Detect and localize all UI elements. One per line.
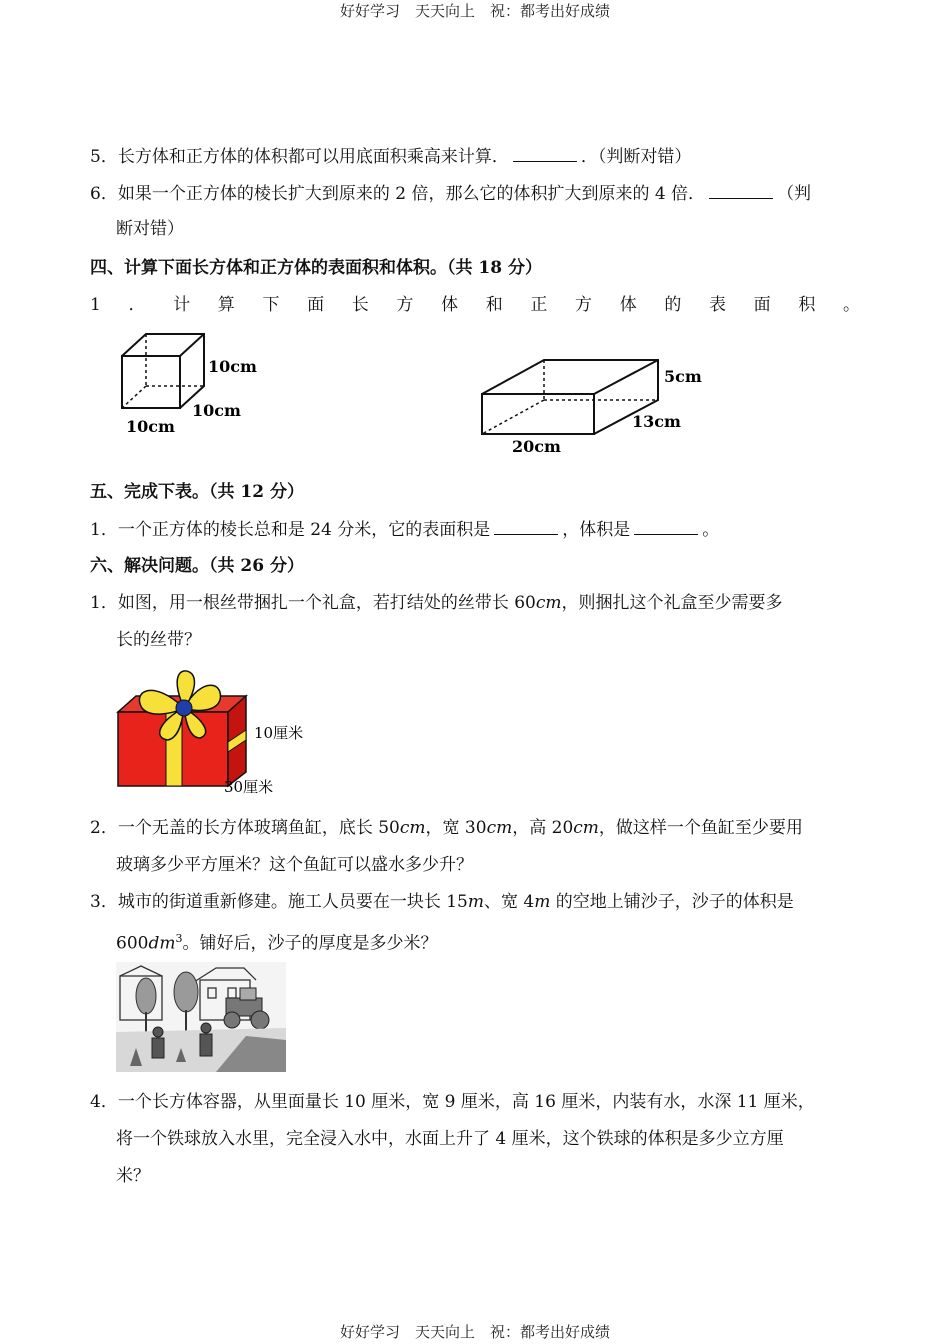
question-5-text: 5．长方体和正方体的体积都可以用底面积乘高来计算． xyxy=(90,147,509,167)
question-5-tail: ．（判断对错） xyxy=(580,147,692,167)
question-6-line2: 断对错） xyxy=(116,219,184,239)
bow-knot xyxy=(176,700,192,716)
question-text: 3．城市的街道重新修建。施工人员要在一块长 15 xyxy=(90,892,468,912)
question-text: 1．如图，用一根丝带捆扎一个礼盒，若打结处的丝带长 60 xyxy=(90,593,536,613)
surface-area-blank[interactable] xyxy=(494,516,558,535)
section-5-question-1 xyxy=(90,516,719,543)
section-5-title: 五、完成下表。（共 12 分） xyxy=(90,482,304,502)
question-text: 、宽 4 xyxy=(483,892,535,912)
question-text: 。 xyxy=(702,520,720,540)
question-char: 体 xyxy=(441,295,459,315)
section-6-question-1-line2: 长的丝带？ xyxy=(116,630,201,650)
question-char: 方 xyxy=(396,295,414,315)
question-text: ，体积是 xyxy=(562,520,631,540)
unit: cm xyxy=(399,818,426,838)
unit: m xyxy=(534,892,551,912)
cube-height-label: 10cm xyxy=(208,357,257,376)
unit: cm xyxy=(535,593,562,613)
question-char: 体 xyxy=(619,295,637,315)
question-text: ，宽 30 xyxy=(425,818,487,838)
question-char: 。 xyxy=(842,295,860,315)
section-6-question-4: 4．一个长方体容器，从里面量长 10 厘米，宽 9 厘米，高 16 厘米，内装有水，水深 11 厘米， xyxy=(90,1092,815,1112)
question-char: 计 xyxy=(173,295,191,315)
answer-blank[interactable] xyxy=(513,143,577,162)
cuboid-figure xyxy=(476,352,716,460)
unit-exponent: 3 xyxy=(175,932,183,945)
tree xyxy=(174,972,198,1012)
section-6-question-4-line3: 米？ xyxy=(116,1166,150,1186)
question-char: ． xyxy=(128,295,146,315)
page-header: 好好学习 天天向上 祝：都考出好成绩 xyxy=(339,2,610,20)
question-text: 600 xyxy=(116,933,149,954)
question-text: 2．一个无盖的长方体玻璃鱼缸，底长 50 xyxy=(90,818,400,838)
gift-height-label: 10厘米 xyxy=(254,724,304,742)
unit: cm xyxy=(573,818,599,838)
section-4-title: 四、计算下面长方体和正方体的表面积和体积。（共 18 分） xyxy=(90,258,542,278)
volume-blank[interactable] xyxy=(634,516,698,535)
section-6-question-3-line2 xyxy=(116,926,437,957)
cube-width-label: 10cm xyxy=(126,417,175,436)
unit: m xyxy=(467,892,484,912)
question-5 xyxy=(90,143,691,170)
question-char: 方 xyxy=(575,295,593,315)
cuboid-depth-label: 13cm xyxy=(632,412,681,431)
tree xyxy=(136,978,156,1014)
cube-depth-label: 10cm xyxy=(192,401,241,420)
section-6-question-4-line2: 将一个铁球放入水里，完全浸入水中，水面上升了 4 厘米，这个铁球的体积是多少立方厘 xyxy=(116,1129,784,1149)
question-char: 1 xyxy=(90,295,101,315)
unit: dm xyxy=(148,933,176,954)
cuboid-length-label: 20cm xyxy=(512,437,561,456)
cube-figure xyxy=(116,326,276,441)
question-char: 正 xyxy=(530,295,548,315)
section-6-question-2 xyxy=(90,815,803,841)
question-text: 的空地上铺沙子，沙子的体积是 xyxy=(550,892,794,912)
question-char: 和 xyxy=(485,295,503,315)
question-char: 面 xyxy=(307,295,325,315)
gift-box-figure xyxy=(112,668,322,798)
section-6-question-1 xyxy=(90,590,783,616)
section-4-question-1 xyxy=(90,292,860,318)
question-char: 表 xyxy=(709,295,727,315)
question-char: 长 xyxy=(351,295,369,315)
page-footer: 好好学习 天天向上 祝：都考出好成绩 xyxy=(339,1323,610,1341)
section-6-title: 六、解决问题。（共 26 分） xyxy=(90,556,304,576)
question-char: 算 xyxy=(217,295,235,315)
question-char: 积 xyxy=(798,295,816,315)
cuboid-front-face xyxy=(482,394,594,434)
question-text: ，做这样一个鱼缸至少要用 xyxy=(598,818,803,838)
section-6-question-2-line2: 玻璃多少平方厘米？这个鱼缸可以盛水多少升？ xyxy=(116,855,473,875)
unit: cm xyxy=(486,818,513,838)
gift-width-label: 30厘米 xyxy=(224,778,274,796)
cuboid-height-label: 5cm xyxy=(664,367,702,386)
question-char: 的 xyxy=(664,295,682,315)
question-text: 。铺好后，沙子的厚度是多少米？ xyxy=(182,933,438,954)
construction-scene-illustration xyxy=(116,962,286,1072)
question-char: 面 xyxy=(753,295,771,315)
question-6 xyxy=(90,180,811,207)
section-6-question-3 xyxy=(90,889,794,915)
question-text: ，则捆扎这个礼盒至少需要多 xyxy=(561,593,783,613)
question-char: 下 xyxy=(262,295,280,315)
question-6-text: 6．如果一个正方体的棱长扩大到原来的 2 倍，那么它的体积扩大到原来的 4 倍． xyxy=(90,184,706,204)
question-6-tail: （判 xyxy=(777,184,812,204)
question-text: ，高 20 xyxy=(512,818,574,838)
question-text: 1．一个正方体的棱长总和是 24 分米，它的表面积是 xyxy=(90,520,491,540)
answer-blank[interactable] xyxy=(709,180,773,199)
